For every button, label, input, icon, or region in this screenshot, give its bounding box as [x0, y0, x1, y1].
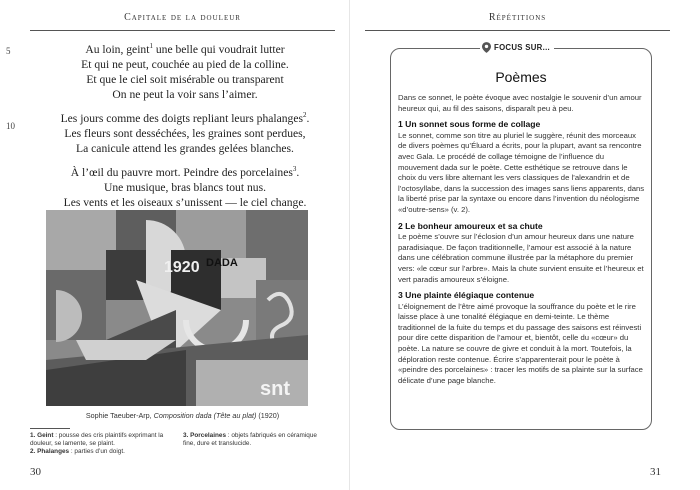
stanza-2 [40, 111, 330, 156]
running-head-left: Capitale de la douleur [124, 12, 241, 23]
poem [40, 42, 330, 219]
focus-badge-label: FOCUS SUR... [494, 42, 551, 52]
verse: Les fleurs sont desséchées, les graines sont perdues, [64, 127, 306, 140]
painting-word: DADA [206, 257, 238, 269]
verse: La canicule attend les grandes gelées blanches. [76, 142, 294, 155]
footnote-2: 2. Phalanges : parties d’un doigt. [30, 448, 125, 456]
focus-box [390, 48, 652, 430]
verse: Et qui ne peut, couchée au pied de la colline. [81, 58, 289, 71]
verse: Et que le ciel soit misérable ou transparent [86, 73, 284, 86]
book-spine [349, 0, 350, 490]
verse: Les vents et les oiseaux s’unissent — le ciel change. [63, 196, 307, 209]
painting-image [46, 210, 308, 406]
section-text-2: Le poème s’ouvre sur l’éclosion d’un amour heureux dans une nature paradisiaque. De façon traditionnelle, l’amour est associé à la nature dans une célébration commune illustrée par la métaphore du premier vers: «le cœur sur l’arbre». Mais la chute survient ensuite et l’heureux et vert paradis amoureux s’éloigne. [398, 232, 644, 284]
footnote-3: 3. Porcelaines : objets fabriqués en céramique fine, dure et translucide. [183, 432, 317, 448]
painting-artwork [46, 210, 308, 406]
page-number-left: 30 [30, 466, 41, 478]
painting-signature: snt [260, 378, 290, 400]
focus-intro: Dans ce sonnet, le poète évoque avec nostalgie le souvenir d’un amour heureux qui, au fil des saisons, disparaît peu à peu. [398, 93, 642, 113]
painting-caption: Sophie Taeuber-Arp, Composition dada (Tête au plat) (1920) [85, 411, 280, 420]
running-head-right: Répétitions [488, 12, 547, 23]
stanza-3 [40, 165, 330, 210]
section-heading-2: 2 Le bonheur amoureux et sa chute [398, 220, 543, 231]
footnote-1: 1. Geint : pousse des cris plaintifs exprimant la douleur, se lamente, se plaint. [30, 432, 164, 448]
section-heading-1: 1 Un sonnet sous forme de collage [398, 119, 541, 130]
line-number-10: 10 [6, 121, 15, 131]
verse: Une musique, bras blancs tout nus. [104, 181, 266, 194]
stanza-1 [40, 42, 330, 102]
painting-year: 1920 [164, 259, 200, 276]
header-rule-left [30, 30, 335, 31]
focus-body [398, 93, 645, 390]
location-pin-icon [482, 42, 491, 53]
verse: On ne peut la voir sans l’aimer. [112, 88, 258, 101]
focus-badge [480, 39, 554, 55]
footnote-rule [30, 428, 70, 429]
section-text-3: L’éloignement de l’être aimé provoque la souffrance du poète et le rire laisse place à une tonalité élégiaque en demi-teinte. Le thème traditionnel de la fuite du temps et du passage des saisons est réinvesti pour dire cette disparition de l’amour et, bientôt, celle du «cœur» du poète. La nature se couvre de givre et conduit à la mort. Toutefois, la déploration reste contenue. Écrire s’apparenterait pour le poète à «peindre des porcelaines» : tracer les motifs de sa plainte sur la surface délicate d’une page blanche. [398, 301, 643, 385]
footnote-ref-2: 2 [303, 111, 307, 120]
footnote-column-1 [30, 432, 170, 457]
verse: À l’œil du pauvre mort. Peindre des porcelaines$^3$. [70, 165, 300, 179]
header-rule-right [365, 30, 670, 31]
page-number-right: 31 [650, 466, 661, 478]
verse: Au loin, geint$^1$ une belle qui voudrait lutter [85, 42, 285, 56]
footnote-ref-3: 3 [292, 165, 297, 174]
verse: Les jours comme des doigts repliant leurs phalanges$^2$. [60, 111, 310, 125]
section-text-1: Le sonnet, comme son titre au pluriel le suggère, réunit des morceaux de divers poèmes qu’Éluard a écrits, pour la plupart, avant sa rencontre avec Gala. Le procédé de collage témoigne de l’influence du mouvement dada sur le poète. Cette esthétique se retrouve dans le choix du vers libre alternant les vers classiques de l’alexandrin et de l’octosyllabe, dans la succession des images sans liens apparents, dans la liberté prise par la syntaxe ou encore dans l’invention du néologisme «d’outre-sens» (v. 2). [398, 130, 645, 214]
footnote-ref-1: 1 [149, 42, 153, 51]
focus-title: Poèmes [495, 69, 547, 85]
line-number-5: 5 [6, 46, 11, 56]
section-heading-3: 3 Une plainte élégiaque contenue [398, 290, 535, 301]
footnote-column-2 [183, 432, 323, 448]
